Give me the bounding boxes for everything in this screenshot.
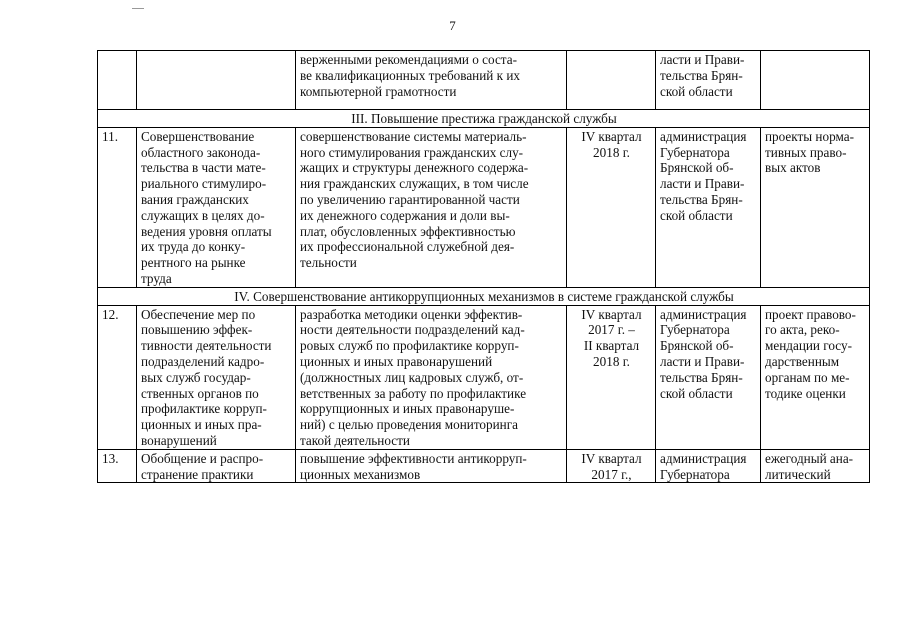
table-row [98,127,870,287]
cell-period: IV квартал 2018 г. [567,127,656,287]
cell-num: 11. [98,127,137,287]
cell-measure: Обеспечение мер по повышению эффек- тивности деятельности подразделений кадро- вых служб государ- ственных органов по профилактике корруп- ционных и иных пра- вонарушений [137,305,296,449]
cell-measure: Обобщение и распро- странение практики [137,449,296,483]
section-heading-4: IV. Совершенствование антикоррупционных механизмов в системе гражданской службы [98,287,870,305]
section-row [98,110,870,128]
cell-period: IV квартал 2017 г., [567,449,656,483]
cell-content: верженными рекомендациями о соста- ве квалификационных требований к их компьютерной грамотности [296,51,567,110]
cell-period: IV квартал 2017 г. – II квартал 2018 г. [567,305,656,449]
cell-num: 12. [98,305,137,449]
table-row [98,51,870,110]
page-number: 7 [449,18,456,33]
cell-num: 13. [98,449,137,483]
cell-content: разработка методики оценки эффектив- ности деятельности подразделений кад- ровых служб по профилактике корруп- ционных и иных правонарушений (должностных лиц кадровых служб, от- ветственных за работу по профилактике коррупционных и иных правонаруше- ний) с целью проведения мониторинга такой деятельности [296,305,567,449]
cell-measure: Совершенствование областного законода- тельства в части мате- риального стимулиро- вания гражданских служащих в целях до- ведения уровня оплаты их труда до конку- рентного на рынке труда [137,127,296,287]
cell-result: проект правово- го акта, реко- мендации госу- дарственным органам по ме- тодике оценки [761,305,870,449]
cell-period [567,51,656,110]
table-row [98,305,870,449]
section-row [98,287,870,305]
scan-mark [132,8,144,9]
cell-content: повышение эффективности антикорруп- ционных механизмов [296,449,567,483]
cell-measure [137,51,296,110]
cell-executor: администрация Губернатора Брянской об- ласти и Прави- тельства Брян- ской области [656,127,761,287]
cell-result: ежегодный ана- литический [761,449,870,483]
cell-result [761,51,870,110]
cell-executor: администрация Губернатора [656,449,761,483]
table-row [98,449,870,483]
cell-num [98,51,137,110]
cell-executor: ласти и Прави- тельства Брян- ской области [656,51,761,110]
cell-content: совершенствование системы материаль- ного стимулирования гражданских слу- жащих и структуры денежного содержа- ния гражданских служащих, в том числе по увеличению гарантированной части их денежного содержания и доли вы- плат, обусловленных эффективностью их профессиональной служебной дея- тельности [296,127,567,287]
action-plan-table [97,50,870,483]
section-heading-3: III. Повышение престижа гражданской службы [98,110,870,128]
cell-result: проекты норма- тивных право- вых актов [761,127,870,287]
cell-executor: администрация Губернатора Брянской об- ласти и Прави- тельства Брян- ской области [656,305,761,449]
